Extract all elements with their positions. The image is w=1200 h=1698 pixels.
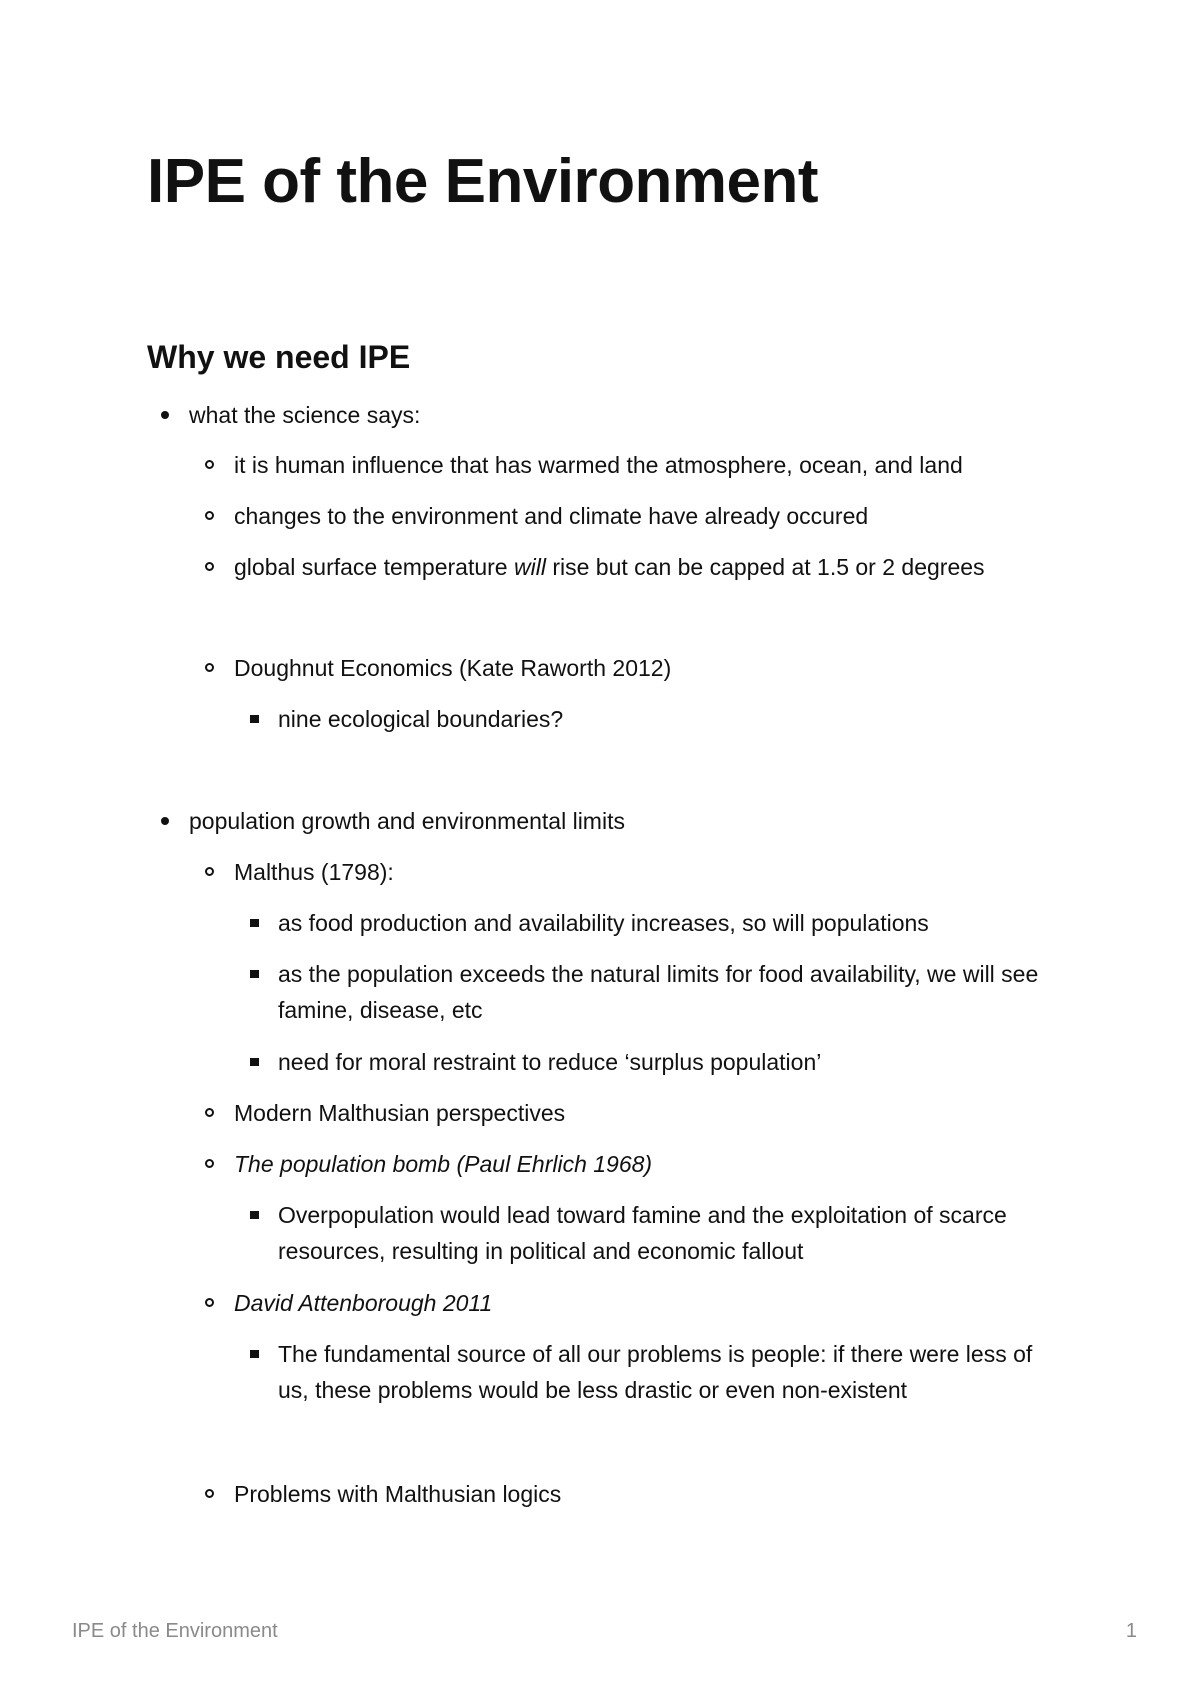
square-bullet-icon <box>250 970 259 978</box>
circle-bullet-icon <box>205 1298 214 1307</box>
list-item <box>278 956 1058 1028</box>
list-item <box>278 1044 1058 1080</box>
footer-document-name: IPE of the Environment <box>72 1620 278 1642</box>
circle-bullet-icon <box>205 1489 214 1498</box>
list-item <box>234 549 1054 585</box>
list-item <box>189 803 1009 839</box>
footer-page-number: 1 <box>1125 1620 1137 1642</box>
disc-bullet-icon <box>161 817 169 825</box>
page-title: IPE of the Environment <box>147 147 819 216</box>
list-item-text: as food production and availability increases, so will populations <box>278 910 929 936</box>
list-item-text: The population bomb (Paul Ehrlich 1968) <box>234 1151 653 1177</box>
list-item <box>189 397 1009 433</box>
list-item <box>278 1336 1058 1408</box>
list-item <box>234 1285 1054 1321</box>
circle-bullet-icon <box>205 562 214 571</box>
square-bullet-icon <box>250 715 259 723</box>
list-item <box>234 498 1054 534</box>
list-item-text: what the science says: <box>189 402 421 428</box>
list-item <box>278 905 1058 941</box>
list-item-text: The fundamental source of all our problems is people: if there were less of us, these problems would be less drastic or even non-existent <box>278 1341 1033 1403</box>
list-item <box>278 1197 1058 1269</box>
circle-bullet-icon <box>205 460 214 469</box>
list-item-text: Malthus (1798): <box>234 859 394 885</box>
list-item-text: need for moral restraint to reduce ‘surplus population’ <box>278 1049 822 1075</box>
list-item-text: Modern Malthusian perspectives <box>234 1100 566 1126</box>
list-item-text <box>234 554 985 580</box>
list-item-text: Problems with Malthusian logics <box>234 1481 562 1507</box>
list-item <box>234 650 1054 686</box>
square-bullet-icon <box>250 919 259 927</box>
section-heading: Why we need IPE <box>147 339 411 375</box>
list-item-text: it is human influence that has warmed the atmosphere, ocean, and land <box>234 452 963 478</box>
list-item-text: changes to the environment and climate have already occured <box>234 503 869 529</box>
list-item-text: as the population exceeds the natural limits for food availability, we will see famine, disease, etc <box>278 961 1039 1023</box>
list-item-text: Doughnut Economics (Kate Raworth 2012) <box>234 655 672 681</box>
square-bullet-icon <box>250 1211 259 1219</box>
list-item-text: Overpopulation would lead toward famine and the exploitation of scarce resources, resulting in political and economic fallout <box>278 1202 1007 1264</box>
disc-bullet-icon <box>161 411 169 419</box>
circle-bullet-icon <box>205 663 214 672</box>
list-item <box>234 854 1054 890</box>
emphasis-text: will <box>514 554 546 580</box>
list-item <box>234 1146 1054 1182</box>
list-item <box>278 701 1058 737</box>
square-bullet-icon <box>250 1058 259 1066</box>
list-item-text: population growth and environmental limits <box>189 808 625 834</box>
circle-bullet-icon <box>205 1159 214 1168</box>
list-item <box>234 1095 1054 1131</box>
list-item-text: nine ecological boundaries? <box>278 706 564 732</box>
list-item <box>234 447 1054 483</box>
text-run: rise but can be capped at 1.5 or 2 degrees <box>545 554 985 580</box>
circle-bullet-icon <box>205 1108 214 1117</box>
circle-bullet-icon <box>205 867 214 876</box>
list-item <box>234 1476 1054 1512</box>
list-item-text: David Attenborough 2011 <box>234 1290 493 1316</box>
text-run: global surface temperature <box>234 554 514 580</box>
square-bullet-icon <box>250 1350 259 1358</box>
circle-bullet-icon <box>205 511 214 520</box>
